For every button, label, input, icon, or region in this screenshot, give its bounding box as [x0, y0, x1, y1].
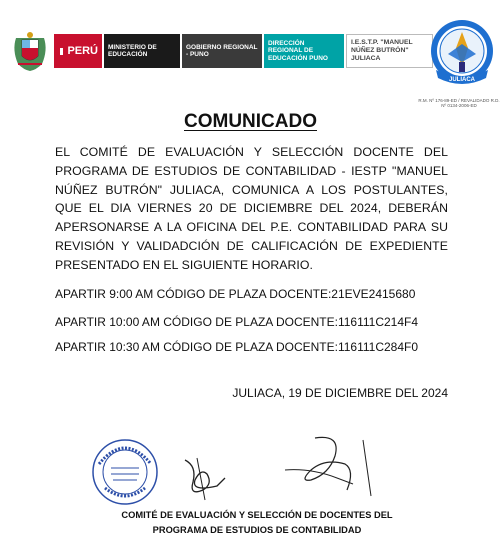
flag-square-icon [60, 48, 63, 55]
peru-badge [54, 34, 102, 68]
footer-line-1: COMITÉ DE EVALUACIÓN Y SELECCIÓN DE DOCENTES DEL [121, 510, 393, 520]
ministerio-badge [104, 34, 180, 68]
handwritten-signature-1 [185, 458, 225, 500]
logo-resolution-note: R.M. Nº 176-89-ED / REVALIDADO R.D. Nº 0134-2006-ED [418, 98, 500, 109]
committee-footer [112, 508, 402, 538]
announcement-body: EL COMITÉ DE EVALUACIÓN Y SELECCIÓN DOCENTE DEL PROGRAMA DE ESTUDIOS DE CONTABILIDAD - IESTP "MANUEL NÚÑEZ BUTRÓN" JULIACA, COMUNICA A LOS POSTULANTES, QUE EL DIA VIERNES 20 DE DICIEMBRE DEL 2024, DEBERÁN APERSONARSE A LA OFICINA DEL P.E. CONTABILIDAD PARA SU REVISIÓN Y VALIDADCIÓN DE CALIFICACIÓN DE EXPEDIENTE PRESENTADO EN EL SIGUIENTE HORARIO. [55, 145, 448, 272]
document-date: JULIACA, 19 DE DICIEMBRE DEL 2024 [232, 386, 448, 400]
institutional-header [8, 30, 433, 72]
logo-text: JULIACA [448, 77, 476, 83]
ministerio-label: MINISTERIO DE EDUCACIÓN [108, 43, 157, 58]
committee-seal-icon [93, 440, 157, 504]
direccion-badge [264, 34, 344, 68]
iestp-label: I.E.S.T.P. "MANUEL NÚÑEZ BUTRÓN" JULIACA [351, 39, 413, 62]
iestp-badge [346, 34, 433, 68]
peru-label: PERÚ [67, 44, 98, 57]
gobierno-badge [182, 34, 262, 68]
peru-coat-of-arms-icon [10, 30, 50, 72]
title-text: COMUNICADO [184, 111, 317, 132]
signature-and-stamp [85, 430, 415, 510]
gobierno-label: GOBIERNO REGIONAL - PUNO [186, 43, 258, 58]
footer-line-2: PROGRAMA DE ESTUDIOS DE CONTABILIDAD [152, 525, 362, 535]
schedule-line-3: APARTIR 10:30 AM CÓDIGO DE PLAZA DOCENTE:116111C284F0 [55, 340, 419, 354]
institute-logo-icon [428, 18, 496, 88]
schedule-line-2: APARTIR 10:00 AM CÓDIGO DE PLAZA DOCENTE:116111C214F4 [55, 315, 419, 329]
handwritten-signature-2 [285, 437, 371, 496]
direccion-label: DIRECCIÓN REGIONAL DE EDUCACIÓN PUNO [268, 39, 328, 62]
document-title [0, 111, 501, 133]
schedule-line-1: APARTIR 9:00 AM CÓDIGO DE PLAZA DOCENTE:21EVE2415680 [55, 287, 416, 301]
